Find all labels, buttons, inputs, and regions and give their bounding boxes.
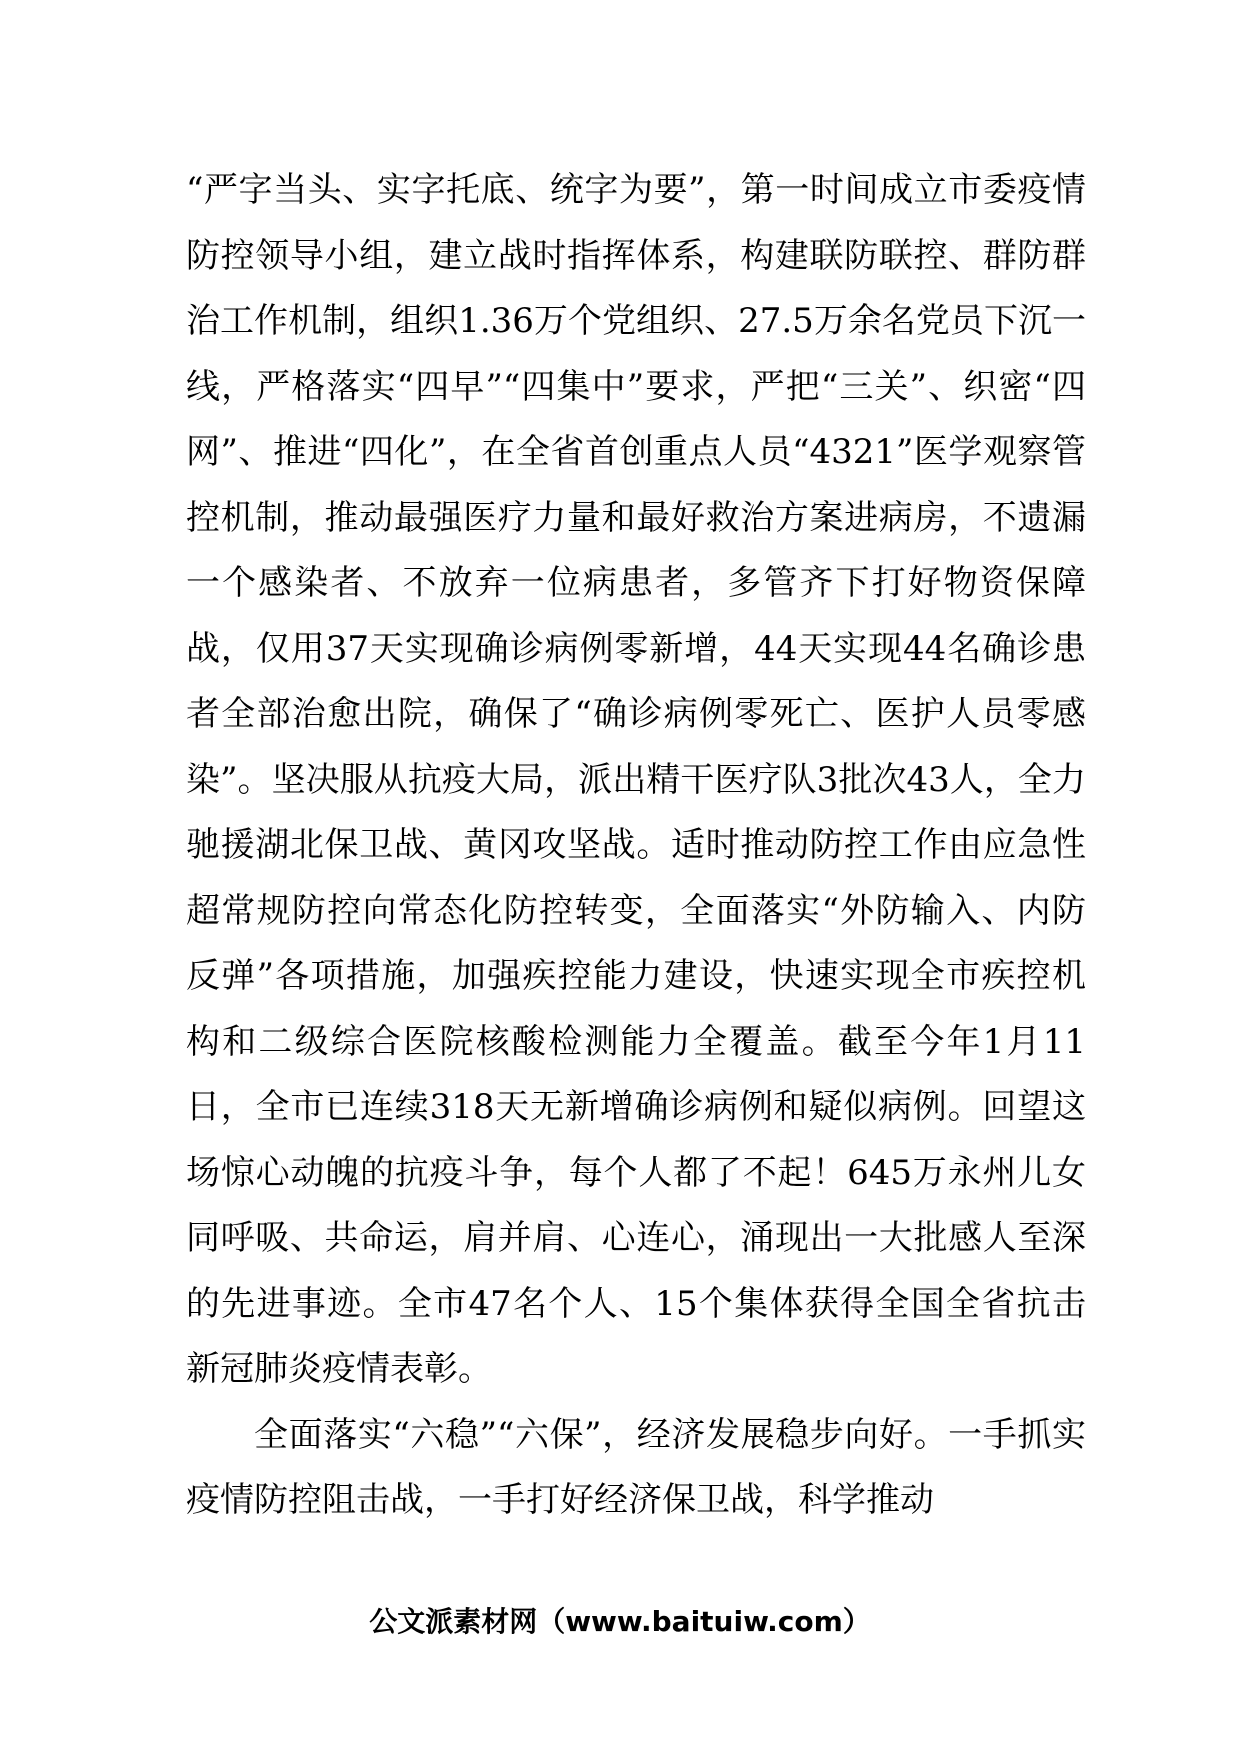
- document-body: [186, 158, 1086, 1534]
- paragraph-2: 全面落实“六稳”“六保”，经济发展稳步向好。一手抓实疫情防控阻击战，一手打好经济保卫战，科学推动: [186, 1414, 1086, 1520]
- footer-source-text: 公文派素材网（www.baituiw.com）: [369, 1605, 871, 1638]
- paragraph-1: “严字当头、实字托底、统字为要”，第一时间成立市委疫情防控领导小组，建立战时指挥体系，构建联防联控、群防群治工作机制，组织1.36万个党组织、27.5万余名党员下沉一线，严格落实“四早”“四集中”要求，严把“三关”、织密“四网”、推进“四化”，在全省首创重点人员“4321”医学观察管控机制，推动最强医疗力量和最好救治方案进病房，不遗漏一个感染者、不放弃一位病患者，多管齐下打好物资保障战，仅用37天实现确诊病例零新增，44天实现44名确诊患者全部治愈出院，确保了“确诊病例零死亡、医护人员零感染”。坚决服从抗疫大局，派出精干医疗队3批次43人，全力驰援湖北保卫战、黄冈攻坚战。适时推动防控工作由应急性超常规防控向常态化防控转变，全面落实“外防输入、内防反弹”各项措施，加强疾控能力建设，快速实现全市疾控机构和二级综合医院核酸检测能力全覆盖。截至今年1月11日，全市已连续318天无新增确诊病例和疑似病例。回望这场惊心动魄的抗疫斗争，每个人都了不起！645万永州儿女同呼吸、共命运，肩并肩、心连心，涌现出一大批感人至深的先进事迹。全市47名个人、15个集体获得全国全省抗击新冠肺炎疫情表彰。: [186, 170, 1086, 1389]
